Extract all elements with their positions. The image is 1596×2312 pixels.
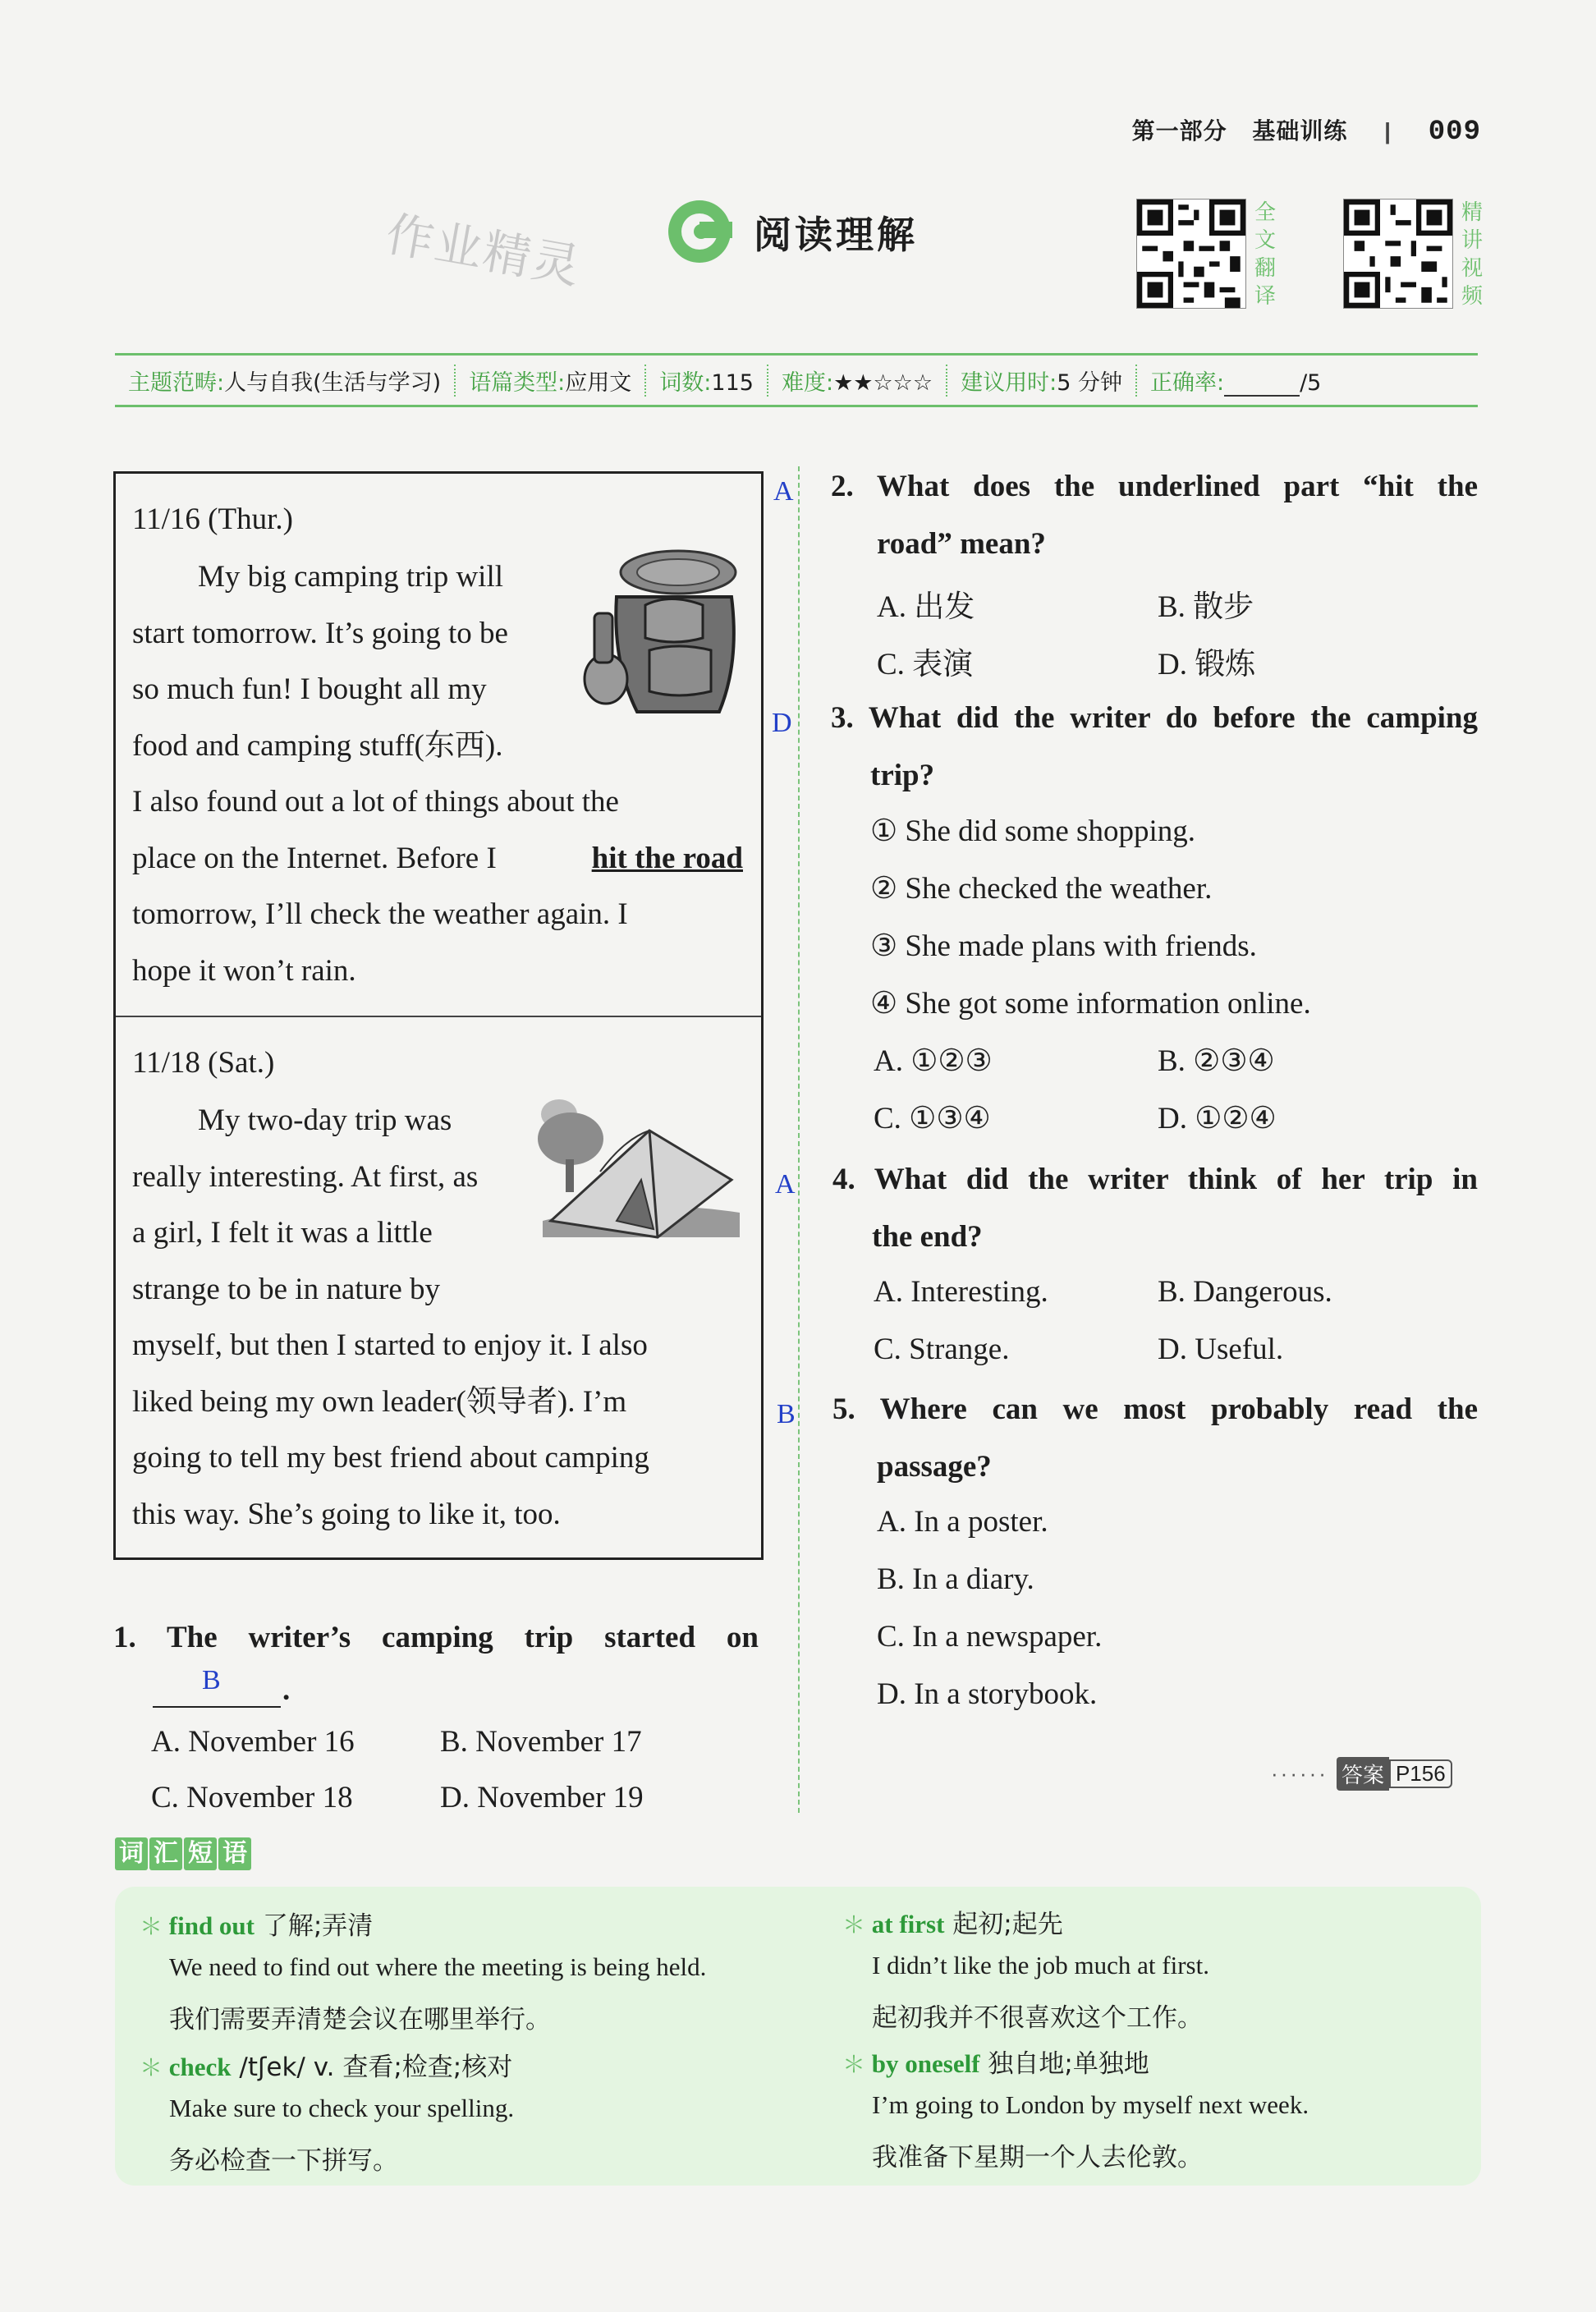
q3-item-2: ② She checked the weather.: [870, 872, 1213, 906]
passage-box: [113, 471, 764, 1560]
info-accuracy: 正确率: /5: [1149, 369, 1322, 396]
info-time: 建议用时:5 分钟: [947, 365, 1137, 397]
vocab-item-find-out: ＊ find out 了解;弄清: [140, 1911, 374, 1941]
q1-stem-period: .: [282, 1673, 291, 1707]
q3-option-b[interactable]: B. ②③④: [1158, 1044, 1275, 1078]
q4-handwritten-answer: A: [775, 1169, 796, 1200]
passage-line: myself, but then I started to enjoy it. I also: [132, 1328, 648, 1362]
star-icon: ＊: [140, 1915, 163, 1940]
q2-handwritten-answer: A: [773, 476, 794, 507]
q5-option-c[interactable]: C. In a newspaper.: [877, 1620, 1103, 1654]
q4-option-c[interactable]: C. Strange.: [874, 1333, 1010, 1366]
entry2-date: 11/18 (Sat.): [132, 1046, 275, 1080]
q3-item-4: ④ She got some information online.: [870, 987, 1311, 1021]
passage-line: really interesting. At first, as: [132, 1159, 479, 1194]
vocab-panel: [115, 1887, 1481, 2186]
q4-stem-line2: the end?: [872, 1220, 983, 1254]
header-subsection: 基础训练: [1252, 118, 1348, 144]
vocab-example-cn: 起初我并不很喜欢这个工作。: [872, 2003, 1203, 2033]
info-bar: [115, 353, 1478, 407]
vocab-example-en: I’m going to London by myself next week.: [872, 2090, 1309, 2119]
q4-option-a[interactable]: A. Interesting.: [874, 1275, 1048, 1309]
info-difficulty: 难度:★★☆☆☆: [768, 365, 947, 397]
q2-option-a[interactable]: A. 出发: [877, 590, 975, 624]
q3-handwritten-answer: D: [772, 708, 792, 738]
q1-option-c[interactable]: C. November 18: [151, 1781, 353, 1814]
passage-line: start tomorrow. It’s going to be: [132, 616, 508, 650]
info-word-count: 词数:115: [646, 365, 768, 397]
entry1-text-wrap: [132, 549, 592, 774]
vocab-example-cn: 务必检查一下拼写。: [169, 2146, 398, 2176]
watermark: 作业精灵: [382, 205, 586, 296]
passage-line: hope it won’t rain.: [132, 953, 356, 988]
vocab-example-en: Make sure to check your spelling.: [169, 2094, 515, 2122]
q2-option-c[interactable]: C. 表演: [877, 648, 974, 681]
entry2-text-wrap-full: [132, 1318, 743, 1543]
passage-line: My two-day trip was: [198, 1103, 452, 1137]
passage-line: so much fun! I bought all my: [132, 672, 487, 706]
q3-item-1: ① She did some shopping.: [870, 814, 1195, 848]
entry2-text-wrap: [132, 1093, 551, 1318]
info-theme: 主题范畴:人与自我(生活与学习): [115, 365, 456, 397]
page-number: 009: [1428, 117, 1481, 148]
passage-line: liked being my own leader(领导者). I’m: [132, 1384, 627, 1419]
q3-stem-line1: 3. What did the writer do before the camping: [831, 701, 1478, 735]
q1-option-a[interactable]: A. November 16: [151, 1725, 355, 1759]
q5-option-d[interactable]: D. In a storybook.: [877, 1677, 1098, 1711]
passage-line: going to tell my best friend about camping: [132, 1441, 649, 1475]
q3-option-a[interactable]: A. ①②③: [874, 1044, 993, 1078]
q1-stem: 1. The writer’s camping trip started on: [113, 1621, 759, 1654]
running-header: [1132, 113, 1481, 148]
underlined-phrase: hit the road: [591, 841, 743, 875]
passage-line: place on the Internet. Before I hit the road: [132, 831, 743, 888]
answer-ref-page: P156: [1389, 1759, 1452, 1788]
vocab-example-en: I didn’t like the job much at first.: [872, 1951, 1209, 1979]
column-divider: [798, 466, 800, 1813]
vocab-item-check: ＊ check /tʃek/ v. 查看;检查;核对: [140, 2053, 513, 2082]
passage-line: a girl, I felt it was a little: [132, 1216, 433, 1250]
q5-handwritten-answer: B: [777, 1399, 796, 1429]
answer-ref-label: 答案: [1337, 1757, 1389, 1791]
passage-line: tomorrow, I’ll check the weather again. I: [132, 897, 628, 931]
q5-option-b[interactable]: B. In a diary.: [877, 1562, 1034, 1596]
answer-reference[interactable]: [1271, 1757, 1452, 1791]
q4-stem-line1: 4. What did the writer think of her trip in: [832, 1163, 1478, 1196]
passage-divider: [116, 1016, 761, 1017]
passage-line: this way. She’s going to like it, too.: [132, 1497, 561, 1531]
q5-option-a[interactable]: A. In a poster.: [877, 1505, 1048, 1539]
qr-label-translation: 全 文 翻 译: [1254, 200, 1277, 309]
accuracy-blank[interactable]: [1224, 375, 1300, 397]
q1-option-d[interactable]: D. November 19: [440, 1781, 644, 1814]
passage-line: I also found out a lot of things about the: [132, 785, 619, 819]
reading-section-icon: [665, 197, 734, 266]
q2-stem-line2: road” mean?: [877, 527, 1046, 561]
qr-code-video[interactable]: [1343, 199, 1453, 309]
q4-option-d[interactable]: D. Useful.: [1158, 1333, 1284, 1366]
q5-stem-line1: 5. Where can we most probably read the: [832, 1392, 1478, 1426]
answer-ref-dots: ······: [1271, 1761, 1328, 1786]
vocab-item-by-oneself: ＊ by oneself 独自地;单独地: [842, 2049, 1149, 2079]
backpack-illustration: [580, 548, 744, 728]
q3-option-c[interactable]: C. ①③④: [874, 1102, 991, 1135]
vocab-title: 词 汇 短 语: [115, 1837, 253, 1870]
q2-stem-line1: 2. What does the underlined part “hit the: [831, 470, 1478, 503]
q1-answer-blank[interactable]: [153, 1665, 281, 1708]
entry1-date: 11/16 (Thur.): [132, 502, 293, 536]
star-icon: ＊: [842, 2053, 866, 2078]
qr-code-translation[interactable]: [1136, 199, 1246, 309]
q5-stem-line2: passage?: [877, 1450, 992, 1484]
vocab-item-at-first: ＊ at first 起初;起先: [842, 1910, 1063, 1939]
header-section: 第一部分: [1131, 118, 1227, 144]
tent-illustration: [534, 1081, 748, 1245]
info-genre: 语篇类型:应用文: [456, 365, 646, 397]
q3-option-d[interactable]: D. ①②④: [1158, 1102, 1277, 1135]
q3-stem-line2: trip?: [870, 759, 935, 792]
passage-line: My big camping trip will: [198, 560, 504, 594]
section-title: 阅读理解: [754, 213, 918, 257]
entry1-text-wrap-full: [132, 774, 743, 999]
q4-option-b[interactable]: B. Dangerous.: [1158, 1275, 1332, 1309]
q2-option-b[interactable]: B. 散步: [1158, 590, 1254, 624]
vocab-example-en: We need to find out where the meeting is being held.: [169, 1952, 707, 1981]
q1-handwritten-answer: B: [202, 1665, 221, 1695]
q1-option-b[interactable]: B. November 17: [440, 1725, 642, 1759]
vocab-example-cn: 我准备下星期一个人去伦敦。: [872, 2143, 1203, 2172]
passage-line: food and camping stuff(东西).: [132, 728, 503, 763]
qr-label-video: 精 讲 视 频: [1461, 200, 1484, 309]
passage-line: strange to be in nature by: [132, 1272, 441, 1306]
star-icon: ＊: [140, 2056, 163, 2081]
star-icon: ＊: [842, 1913, 866, 1938]
q2-option-d[interactable]: D. 锻炼: [1158, 648, 1256, 681]
header-separator: |: [1384, 118, 1392, 144]
vocab-example-cn: 我们需要弄清楚会议在哪里举行。: [169, 2005, 551, 2034]
q3-item-3: ③ She made plans with friends.: [870, 929, 1257, 963]
